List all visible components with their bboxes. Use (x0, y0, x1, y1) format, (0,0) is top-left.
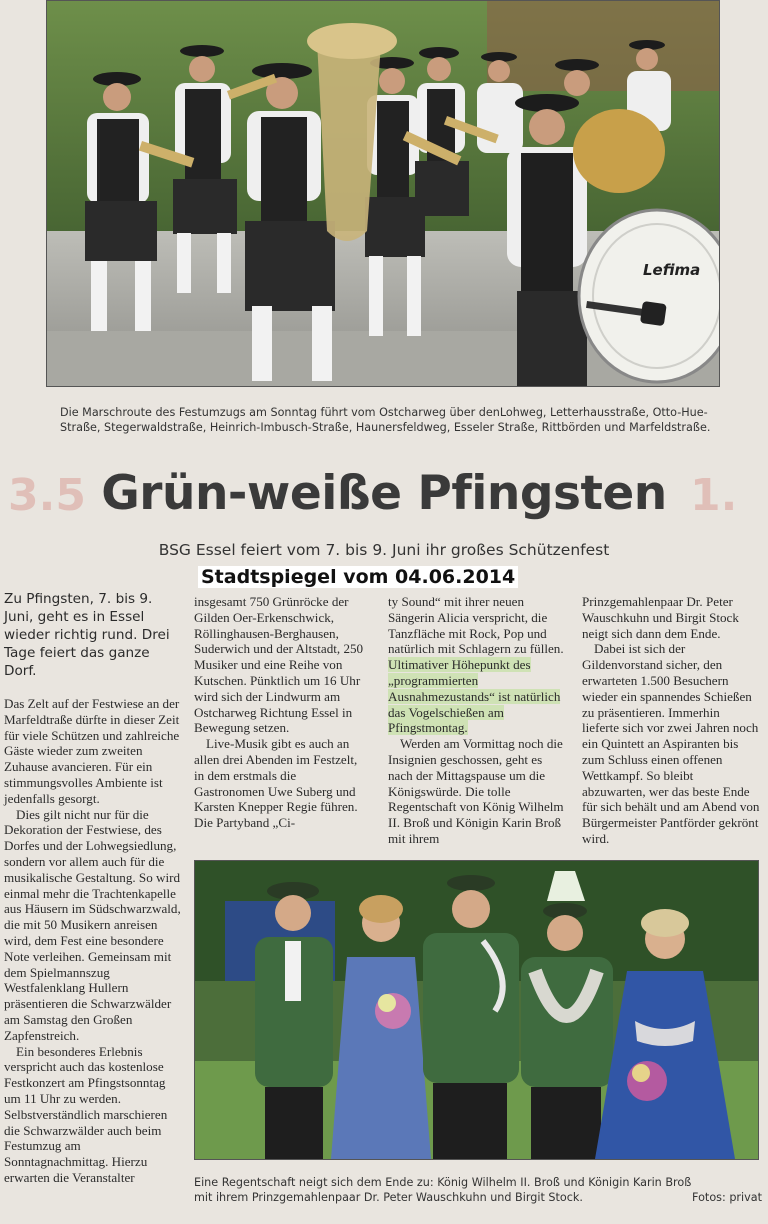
bleed-through-text: 3.5 (8, 470, 86, 521)
brass-band-illustration (47, 1, 719, 386)
bass-drum-icon (579, 210, 719, 382)
highlighted-text: Ultimativer Höhepunkt des „programmierten Ausnahmezustands“ ist natürlich das Vogelschießen am Pfingstmontag. (388, 657, 561, 736)
svg-text:Lefima: Lefima (643, 261, 701, 279)
cymbal-icon (573, 109, 665, 193)
top-photo-caption: Die Marschroute des Festumzugs am Sonntag führt vom Ostcharweg über denLohweg, Letterhausstraße, Otto-Hue-Straße, Stegerwaldstraße, Heinrich-Imbusch-Straße, Haunersfeldweg, Esseler Straße, Rittbörden und Marfeldstraße. (60, 406, 711, 434)
paragraph (388, 594, 568, 736)
paragraph: Ein besonderes Erlebnis verspricht auch das kostenlose Festkonzert am Pfingstsonntag um 11 Uhr zu werden. Selbstverständlich marschieren die Schwarzwälder auch beim Festumzug am Sonntagnachmittag. Hierzu erwarten die Veranstalter (4, 1043, 168, 1185)
article-column-4 (582, 594, 760, 847)
paragraph: Prinzgemahlenpaar Dr. Peter Wauschkuhn und Birgit Stock neigt sich dann dem Ende. (582, 594, 739, 641)
paragraph: Werden am Vormittag noch die Insignien geschossen, geht es nach der Mittagspause um die Königswürde. Die tolle Regentschaft von König Wilhelm II. Broß und Königin Karin Broß mit ihrem (388, 736, 564, 846)
paragraph: Dabei ist sich der Gildenvorstand sicher, den erwarteten 1.500 Besuchern wieder ein spannendes Schießen zu präsentieren. Immerhin lieferte sich vor zwei Jahren noch ein Quintett an Aspiranten bis zum Schluss einen offenen Wettkampf. So bleibt abzuwarten, wer das beste Ende für sich behält und am Abend von Bürgermeister Pantförder gekrönt wird. (582, 641, 760, 846)
article-lead: Zu Pfingsten, 7. bis 9. Juni, geht es in Essel wieder richtig rund. Drei Tage feiert das ganze Dorf. (4, 591, 170, 679)
paragraph: Das Zelt auf der Festwiese an der Marfeldtraße dürfte in dieser Zeit für viele Schützen und zahlreiche Gäste wieder zum zweiten Zuhause avancieren. Für ein stimmungsvolles Ambiente ist jedenfalls gesorgt. (4, 696, 180, 806)
headline: Grün-weiße Pfingsten (101, 466, 667, 521)
paragraph: Dies gilt nicht nur für die Dekoration der Festwiese, des Dorfes und der Lohwegsiedlung, sondern vor allem auch für die musikalische Gestaltung. So wird einmal mehr die Trachtenkapelle aus Häusern im Südschwarzwald, die mit 50 Musikern anreisen wird, dem Fest eine besondere Note verleihen. Gemeinsam mit dem Spielmannszug Westfalenklang Hullern präsentieren die Schwarzwälder am Samstag den Großen Zapfenstreich. (4, 806, 181, 1043)
article-column-2 (194, 594, 369, 831)
bottom-photo-caption: Eine Regentschaft neigt sich dem Ende zu: König Wilhelm II. Broß und Königin Karin Broß mit ihrem Prinzgemahlenpaar Dr. Peter Wauschkuhn und Birgit Stock. (194, 1176, 692, 1204)
article-column-1 (4, 590, 184, 1186)
paragraph-text: ty Sound“ mit ihrer neuen Sängerin Alicia verspricht, die Tanzfläche mit Rock, Pop und natürlich mit Schlagern zu füllen. (388, 594, 564, 657)
paragraph: insgesamt 750 Grünröcke der Gilden Oer-Erkenschwick, Röllinghausen-Berghausen, Suderwich und der Altstadt, 250 Musiker und eine Reihe von Kutschen. Pünktlich um 16 Uhr wird sich der Lindwurm am Ostcharweg Richtung Essel in Bewegung setzen. (194, 594, 364, 736)
royal-couples-illustration (195, 861, 758, 1159)
source-stamp: Stadtspiegel vom 04.06.2014 (198, 566, 518, 588)
subheadline: BSG Essel feiert vom 7. bis 9. Juni ihr großes Schützenfest (158, 541, 610, 559)
royal-couples-photo (194, 860, 759, 1160)
bleed-through-text: 1. (690, 470, 738, 521)
paragraph: Live-Musik gibt es auch an allen drei Abenden im Festzelt, in dem erstmals die Gastronomen Uwe Suberg und Karsten Knepper Regie führen. Die Partyband „Ci- (194, 736, 358, 831)
article-column-3 (388, 594, 568, 847)
brass-band-photo (46, 0, 720, 387)
photo-credit: Fotos: privat (692, 1191, 762, 1204)
